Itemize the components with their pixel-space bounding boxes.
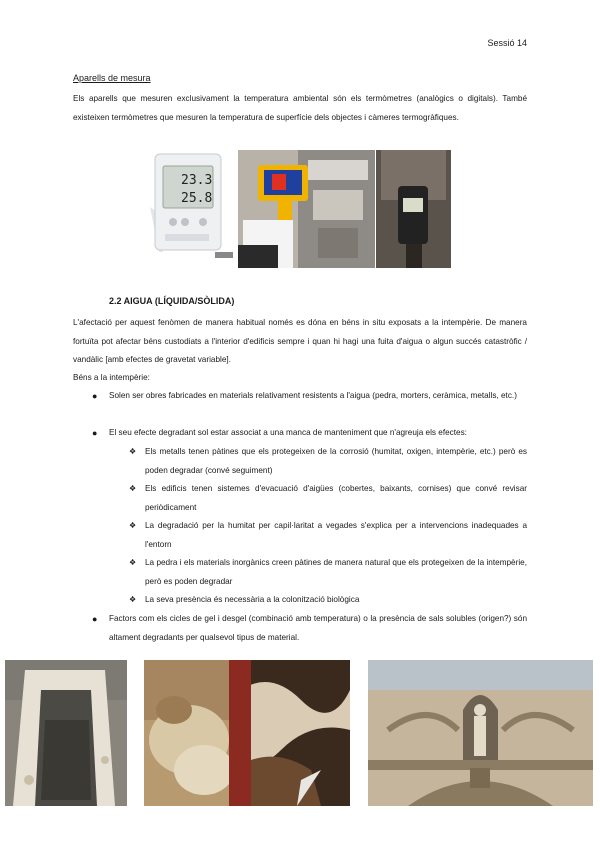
- peeling-paint-photo: [241, 660, 350, 806]
- water-intro-paragraph: L'afectació per aquest fenòmen de manera habitual només es dóna en béns in situ exposats a la intempèrie. De manera fortuïta pot afectar béns custodiats a l'interior d'edificis sempre i quan hi hagi una fuita d'aigua o algun succés catastròfic / vandàlic [amb efectes de gravetat variable].: [73, 318, 527, 364]
- bullet-icon: ●: [92, 614, 98, 624]
- list-item: [92, 387, 527, 406]
- list-item: [92, 610, 527, 647]
- bullet-icon: ●: [92, 428, 98, 438]
- stone-trough-photo: [5, 660, 127, 806]
- bullet-icon: ●: [92, 391, 98, 401]
- sub-list-item: [129, 554, 527, 591]
- section-heading-measuring-devices: Aparells de mesura: [73, 73, 151, 83]
- sub-list-item-text: Els metalls tenen pàtines que els protegeixen de la corrosió (humitat, oxigen, intempèrie, etc.) però es poden degradar (convé seguiment): [145, 447, 527, 475]
- infrared-thermometer-photo: [376, 150, 451, 268]
- list-item: [92, 424, 527, 443]
- sub-list-item: [129, 443, 527, 480]
- diamond-bullet-icon: ❖: [129, 484, 137, 493]
- diamond-bullet-icon: ❖: [129, 521, 137, 530]
- digital-thermometer-photo: [145, 152, 237, 262]
- sub-list-item-text: La seva presència és necessària a la colonització biològica: [145, 595, 360, 604]
- list-item-text: Factors com els cicles de gel i desgel (combinació amb temperatura) o la presència de sals solubles (origen?) són altament degradants per qualsevol tipus de material.: [109, 614, 527, 642]
- church-facade-photo: [368, 660, 593, 806]
- sub-list-item-text: Els edificis tenen sistemes d'evacuació d'aigües (cobertes, baixants, cornises) que convé revisar periòdicament: [145, 484, 527, 512]
- sub-list-item: [129, 591, 527, 610]
- diamond-bullet-icon: ❖: [129, 558, 137, 567]
- diamond-bullet-icon: ❖: [129, 595, 137, 604]
- session-label: Sessió 14: [487, 38, 527, 48]
- sub-list-item-text: La degradació per la humitat per capil·laritat a vegades s'explica per a intervencions inadequades a l'entorn: [145, 521, 527, 549]
- outdoor-goods-subheading: Béns a la intempèrie:: [73, 373, 150, 382]
- list-item-text: El seu efecte degradant sol estar associat a una manca de manteniment que n'agreuja els efectes:: [109, 428, 467, 437]
- diamond-bullet-icon: ❖: [129, 447, 137, 456]
- sub-list-item: [129, 517, 527, 554]
- sub-list-item: [129, 480, 527, 517]
- section-heading-water: 2.2 AIGUA (LÍQUIDA/SÒLIDA): [109, 296, 235, 306]
- list-item-text: Solen ser obres fabricades en materials relativament resistents a l'aigua (pedra, morters, ceràmica, metalls, etc.): [109, 391, 517, 400]
- measuring-devices-paragraph: Els aparells que mesuren exclusivament la temperatura ambiental són els termòmetres (analògics o digitals). També existeixen termòmetres que mesuren la temperatura de superfície dels objectes i càmeres termogràfiques.: [73, 94, 527, 122]
- damp-wall-photo: [144, 660, 241, 806]
- thermometer-reading-2: 25.8: [181, 191, 213, 206]
- sub-list-item-text: La pedra i els materials inorgànics creen pàtines de manera natural que els protegeixen de la intempèrie, però es poden degradar: [145, 558, 527, 586]
- thermal-camera-photo: [238, 150, 375, 268]
- thermometer-reading-1: 23.3: [181, 173, 213, 188]
